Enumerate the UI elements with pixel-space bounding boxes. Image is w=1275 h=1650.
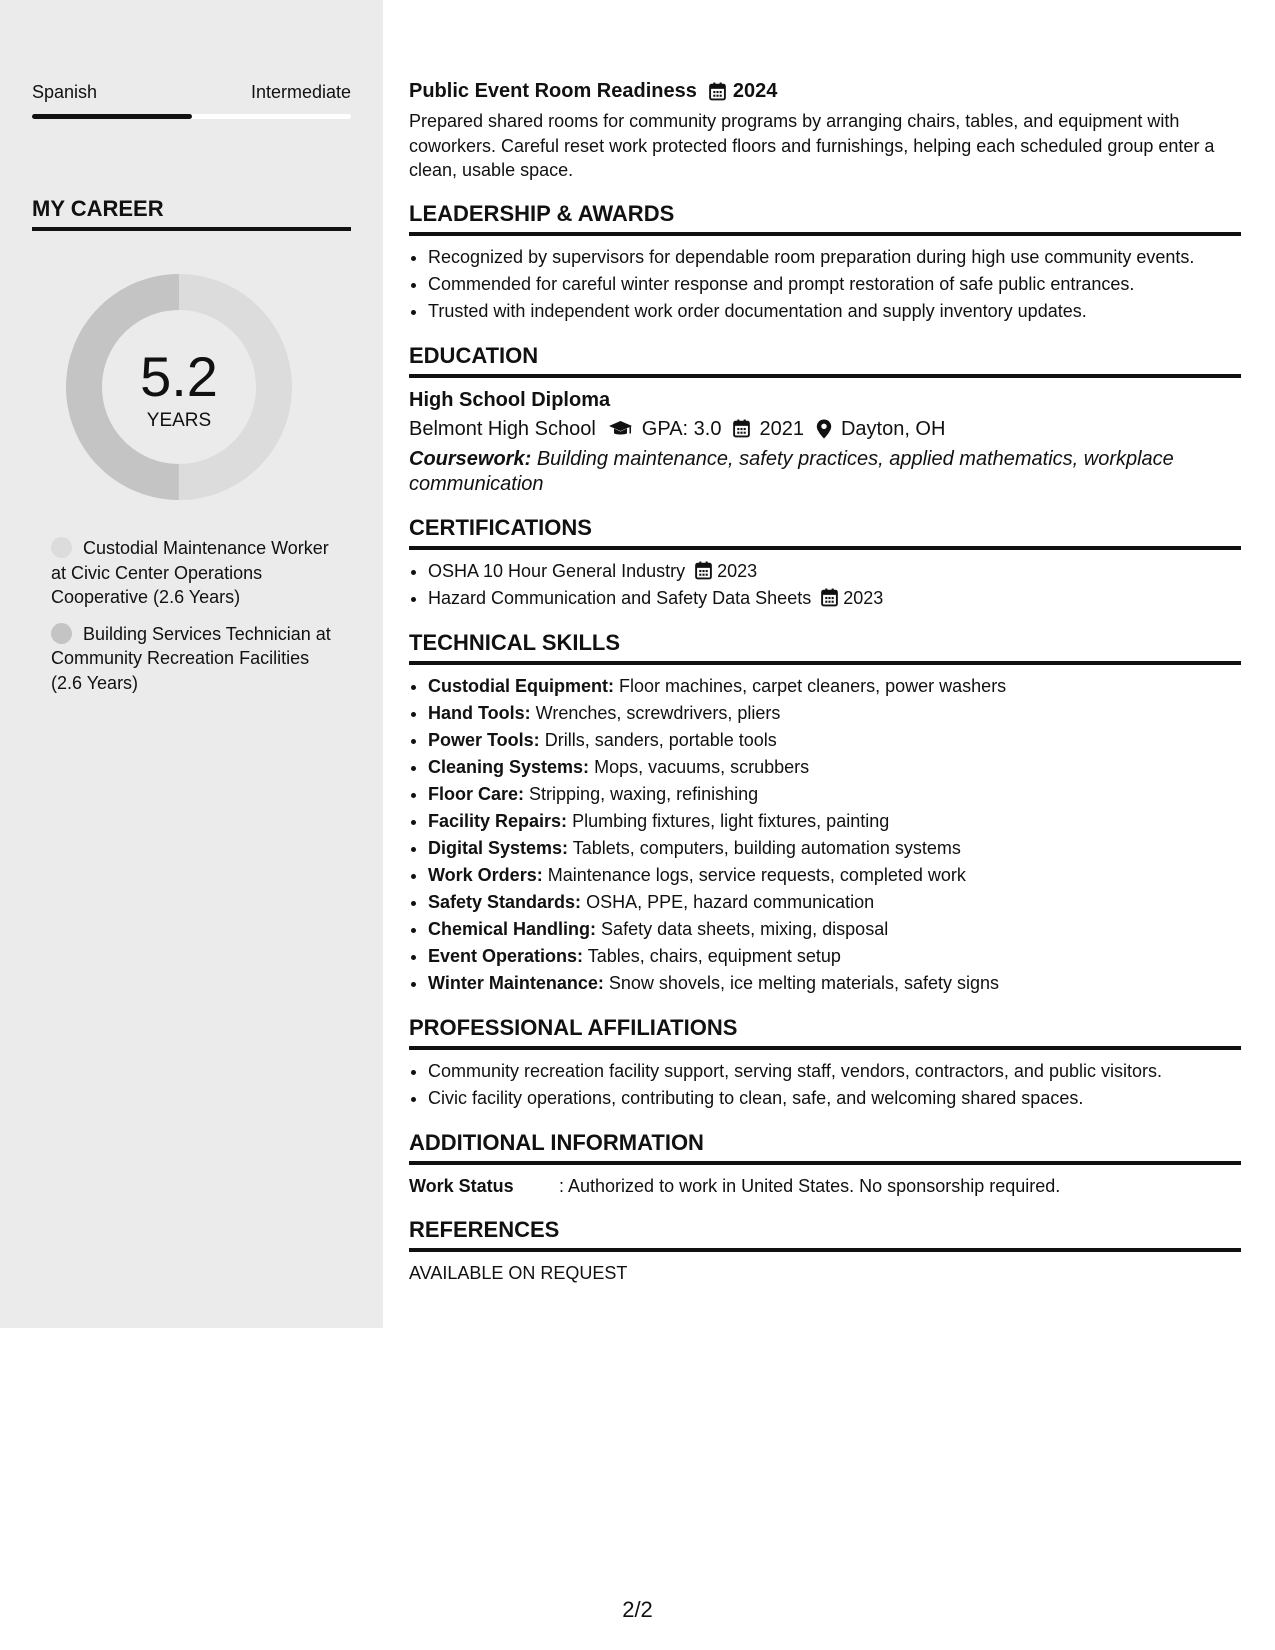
leadership-heading: LEADERSHIP & AWARDS: [409, 201, 1241, 236]
skill-value: Maintenance logs, service requests, completed work: [547, 864, 966, 885]
calendar-icon: [821, 588, 838, 607]
education-gpa: GPA: 3.0: [641, 417, 722, 440]
affiliations-section: [409, 1015, 1241, 1112]
leadership-item: • Trusted with independent work order documentation and supply inventory updates.: [428, 298, 1241, 325]
skill-label: Hand Tools:: [428, 702, 531, 723]
affiliation-item: • Civic facility operations, contributing to clean, safe, and welcoming shared spaces.: [428, 1085, 1241, 1112]
language-name: Spanish: [32, 82, 98, 102]
coursework-label: Coursework:: [409, 447, 532, 470]
project-description: Prepared shared rooms for community programs by arranging chairs, tables, and equipment with coworkers. Careful reset work protected floors and furnishings, helping each scheduled group enter a clean, usable space.: [409, 111, 1215, 180]
work-status-value: : Authorized to work in United States. No sponsorship required.: [559, 1175, 1061, 1196]
skill-label: Work Orders:: [428, 864, 543, 885]
certification-name: OSHA 10 Hour General Industry: [428, 560, 686, 581]
career-item-text: Custodial Maintenance Worker at Civic Center Operations Cooperative (2.6 Years): [51, 538, 329, 607]
skills-heading: TECHNICAL SKILLS: [409, 630, 1241, 665]
language-proficiency-fill: [32, 114, 192, 119]
map-pin-icon: [816, 419, 832, 439]
career-legend-dot: [51, 537, 72, 558]
sidebar: [0, 0, 383, 1328]
education-degree: High School Diploma: [409, 388, 611, 411]
skill-value: Drills, sanders, portable tools: [544, 729, 777, 750]
additional-section: [409, 1130, 1241, 1199]
leadership-section: [409, 201, 1241, 325]
certification-name: Hazard Communication and Safety Data Sheets: [428, 587, 812, 608]
additional-heading: ADDITIONAL INFORMATION: [409, 1130, 1241, 1165]
graduation-cap-icon: [608, 420, 633, 438]
certifications-list: [409, 558, 1241, 612]
certification-item: [428, 558, 1241, 585]
leadership-item: • Commended for careful winter response and prompt restoration of safe public entrances.: [428, 271, 1241, 298]
certifications-section: [409, 515, 1241, 612]
education-year: 2021: [759, 417, 804, 440]
skill-value: Tablets, computers, building automation systems: [572, 837, 961, 858]
education-meta: [409, 414, 1241, 444]
leadership-list: [409, 244, 1241, 325]
skill-value: Mops, vacuums, scrubbers: [594, 756, 810, 777]
education-school: Belmont High School: [409, 417, 596, 440]
skill-value: Snow shovels, ice melting materials, safety signs: [608, 972, 1000, 993]
skill-item: [428, 673, 1241, 700]
skill-item: [428, 781, 1241, 808]
language-proficiency-bar: [32, 114, 351, 119]
affiliation-item: • Community recreation facility support, serving staff, vendors, contractors, and public visitors.: [428, 1058, 1241, 1085]
references-text: AVAILABLE ON REQUEST: [409, 1262, 628, 1283]
skill-item: [428, 727, 1241, 754]
skill-label: Winter Maintenance:: [428, 972, 604, 993]
leadership-item: • Recognized by supervisors for dependable room preparation during high use community events.: [428, 244, 1241, 271]
skill-label: Floor Care:: [428, 783, 525, 804]
skill-label: Digital Systems:: [428, 837, 569, 858]
certification-year: 2023: [717, 560, 758, 581]
certification-year: 2023: [843, 587, 884, 608]
skill-value: Tables, chairs, equipment setup: [587, 945, 841, 966]
calendar-icon: [709, 82, 726, 101]
skill-label: Facility Repairs:: [428, 810, 568, 831]
calendar-icon: [695, 561, 712, 580]
calendar-icon: [733, 419, 750, 438]
skill-item: [428, 889, 1241, 916]
certification-item: [428, 585, 1241, 612]
project-year: 2024: [732, 80, 778, 102]
references-section: [409, 1217, 1241, 1286]
skill-label: Event Operations:: [428, 945, 584, 966]
skill-value: OSHA, PPE, hazard communication: [586, 891, 875, 912]
skill-item: [428, 808, 1241, 835]
skill-item: [428, 835, 1241, 862]
education-section: [409, 343, 1241, 497]
career-total-unit: YEARS: [146, 410, 212, 431]
skill-label: Custodial Equipment:: [428, 675, 614, 696]
skill-value: Stripping, waxing, refinishing: [529, 783, 759, 804]
skill-item: [428, 700, 1241, 727]
career-list: [51, 536, 336, 707]
certifications-heading: CERTIFICATIONS: [409, 515, 1241, 550]
language-row: [32, 82, 351, 103]
work-status-label: Work Status: [409, 1175, 514, 1196]
career-total-value: 5.2: [140, 345, 218, 408]
education-heading: EDUCATION: [409, 343, 1241, 378]
skill-value: Safety data sheets, mixing, disposal: [601, 918, 889, 939]
skill-value: Plumbing fixtures, light fixtures, painting: [572, 810, 890, 831]
career-item-text: Building Services Technician at Community Recreation Facilities (2.6 Years): [51, 623, 331, 693]
skill-item: [428, 970, 1241, 997]
project-header: [409, 80, 1241, 103]
skill-label: Safety Standards:: [428, 891, 582, 912]
project-title: Public Event Room Readiness: [409, 80, 697, 102]
career-item: [51, 536, 336, 610]
skill-label: Cleaning Systems:: [428, 756, 590, 777]
references-heading: REFERENCES: [409, 1217, 1241, 1252]
skill-value: Floor machines, carpet cleaners, power washers: [619, 675, 1007, 696]
skills-list: [409, 673, 1241, 997]
skills-section: [409, 630, 1241, 997]
skill-label: Power Tools:: [428, 729, 540, 750]
career-section-title: MY CAREER: [32, 196, 351, 231]
education-location: Dayton, OH: [840, 417, 946, 440]
education-coursework: [409, 447, 1241, 497]
work-status-row: [409, 1173, 1241, 1199]
skill-item: [428, 862, 1241, 889]
career-legend-dot: [51, 623, 72, 644]
page-number: 2/2: [622, 1597, 653, 1622]
language-level: Intermediate: [250, 82, 351, 102]
skill-item: [428, 916, 1241, 943]
main-content: [409, 80, 1241, 1286]
coursework-value: Building maintenance, safety practices, applied mathematics, workplace communication: [409, 447, 1174, 495]
skill-item: [428, 754, 1241, 781]
skill-label: Chemical Handling:: [428, 918, 597, 939]
career-item: [51, 622, 336, 696]
skill-item: [428, 943, 1241, 970]
affiliations-heading: PROFESSIONAL AFFILIATIONS: [409, 1015, 1241, 1050]
skill-value: Wrenches, screwdrivers, pliers: [535, 702, 781, 723]
affiliations-list: [409, 1058, 1241, 1112]
